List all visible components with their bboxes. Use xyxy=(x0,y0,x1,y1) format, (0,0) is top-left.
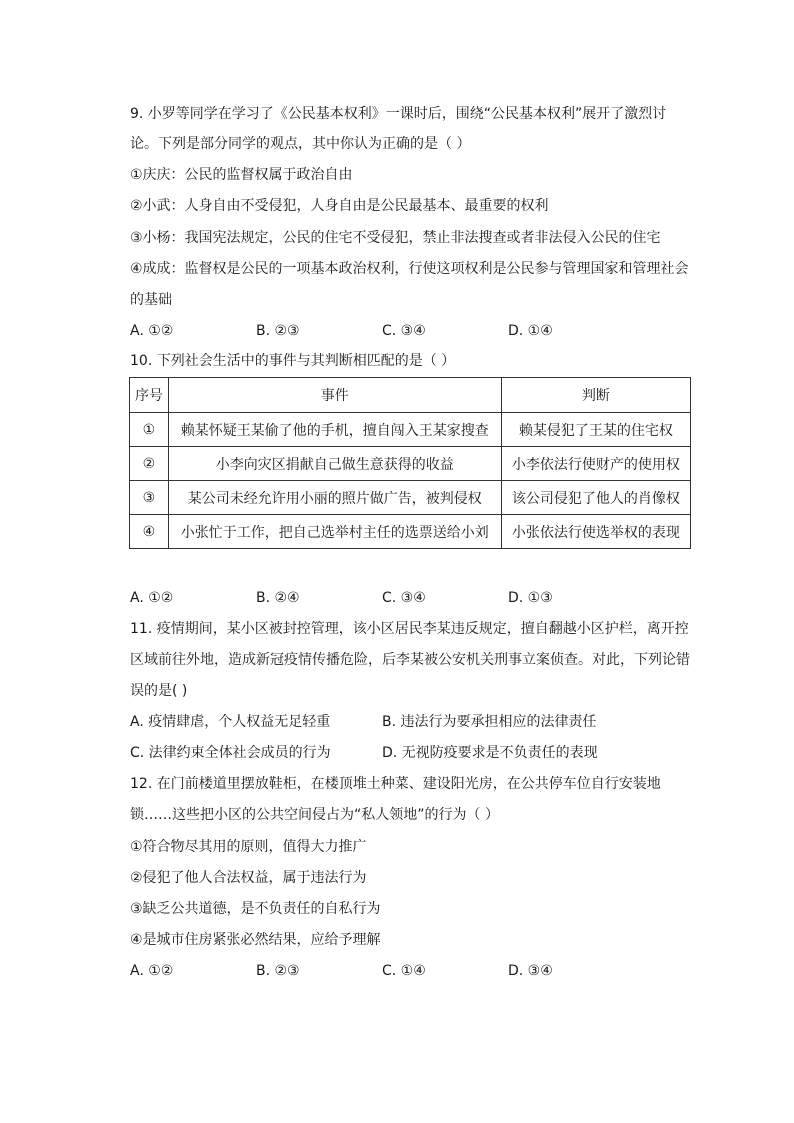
q11-option-a: A. 疫情肆虐，个人权益无足轻重 xyxy=(130,714,331,730)
q11-option-c: C. 法律约束全体社会成员的行为 xyxy=(130,745,331,761)
q12-option-d: D. ③④ xyxy=(508,963,553,979)
row-number: ③ xyxy=(130,481,169,515)
table-row xyxy=(130,481,691,515)
q12-option-c: C. ①④ xyxy=(382,963,426,979)
row-event: 小李向灾区捐献自己做生意获得的收益 xyxy=(168,447,501,481)
q9-stem-line-2: 论。下列是部分同学的观点，其中你认为正确的是（ ） xyxy=(130,136,471,152)
row-judgment: 小李依法行使财产的使用权 xyxy=(501,447,690,481)
q9-option-d: D. ①④ xyxy=(508,323,553,339)
q11-stem-line-3: 误的是( ) xyxy=(130,683,188,699)
table-row xyxy=(130,447,691,481)
q12-stem-line-1: 12. 在门前楼道里摆放鞋柜，在楼顶堆土种菜、建设阳光房，在公共停车位自行安装地 xyxy=(130,776,661,792)
q9-item-4: ④成成：监督权是公民的一项基本政治权利，行使这项权利是公民参与管理国家和管理社会 xyxy=(130,261,689,277)
header-event: 事件 xyxy=(168,378,501,413)
row-judgment: 小张依法行使选举权的表现 xyxy=(501,515,690,549)
header-judgment: 判断 xyxy=(501,378,690,413)
q10-option-a: A. ①② xyxy=(130,590,174,606)
q12-item-1: ①符合物尽其用的原则，值得大力推广 xyxy=(130,839,367,855)
q9-item-3: ③小杨：我国宪法规定，公民的住宅不受侵犯，禁止非法搜查或者非法侵入公民的住宅 xyxy=(130,230,661,246)
q9-item-4-cont: 的基础 xyxy=(130,292,172,308)
q10-option-c: C. ③④ xyxy=(382,590,426,606)
q10-option-b: B. ②④ xyxy=(256,590,300,606)
q12-item-2: ②侵犯了他人合法权益，属于违法行为 xyxy=(130,870,367,886)
q9-stem-line-1: 9. 小罗等同学在学习了《公民基本权利》一课时后，围绕“公民基本权利”展开了激烈讨 xyxy=(130,106,667,122)
row-event: 某公司未经允许用小丽的照片做广告，被判侵权 xyxy=(168,481,501,515)
event-judgment-table xyxy=(129,377,691,549)
q12-item-4: ④是城市住房紧张必然结果，应给予理解 xyxy=(130,932,381,948)
row-event: 小张忙于工作，把自己选举村主任的选票送给小刘 xyxy=(168,515,501,549)
q11-stem-line-1: 11. 疫情期间，某小区被封控管理，该小区居民李某违反规定，擅自翻越小区护栏，离开控 xyxy=(130,621,689,637)
q9-option-c: C. ③④ xyxy=(382,323,426,339)
q10-option-d: D. ①③ xyxy=(508,590,553,606)
table-row xyxy=(130,413,691,447)
q11-option-d: D. 无视防疫要求是不负责任的表现 xyxy=(382,745,598,761)
row-judgment: 赖某侵犯了王某的住宅权 xyxy=(501,413,690,447)
q12-stem-line-2: 锁……这些把小区的公共空间侵占为“私人领地”的行为（ ） xyxy=(130,807,499,823)
table-header-row xyxy=(130,378,691,413)
row-number: ① xyxy=(130,413,169,447)
q10-stem: 10. 下列社会生活中的事件与其判断相匹配的是（ ） xyxy=(130,353,456,369)
q11-stem-line-2: 区域前往外地，造成新冠疫情传播危险，后李某被公安机关刑事立案侦查。对此，下列论错 xyxy=(130,652,690,668)
row-judgment: 该公司侵犯了他人的肖像权 xyxy=(501,481,690,515)
q9-option-b: B. ②③ xyxy=(256,323,300,339)
row-number: ④ xyxy=(130,515,169,549)
q12-option-b: B. ②③ xyxy=(256,963,300,979)
q12-option-a: A. ①② xyxy=(130,963,174,979)
row-event: 赖某怀疑王某偷了他的手机，擅自闯入王某家搜查 xyxy=(168,413,501,447)
q12-item-3: ③缺乏公共道德，是不负责任的自私行为 xyxy=(130,901,381,917)
header-number: 序号 xyxy=(130,378,169,413)
row-number: ② xyxy=(130,447,169,481)
q11-option-b: B. 违法行为要承担相应的法律责任 xyxy=(382,714,597,730)
q9-option-a: A. ①② xyxy=(130,323,174,339)
table-row xyxy=(130,515,691,549)
q9-item-1: ①庆庆：公民的监督权属于政治自由 xyxy=(130,167,353,183)
q9-item-2: ②小武：人身自由不受侵犯，人身自由是公民最基本、最重要的权利 xyxy=(130,198,549,214)
